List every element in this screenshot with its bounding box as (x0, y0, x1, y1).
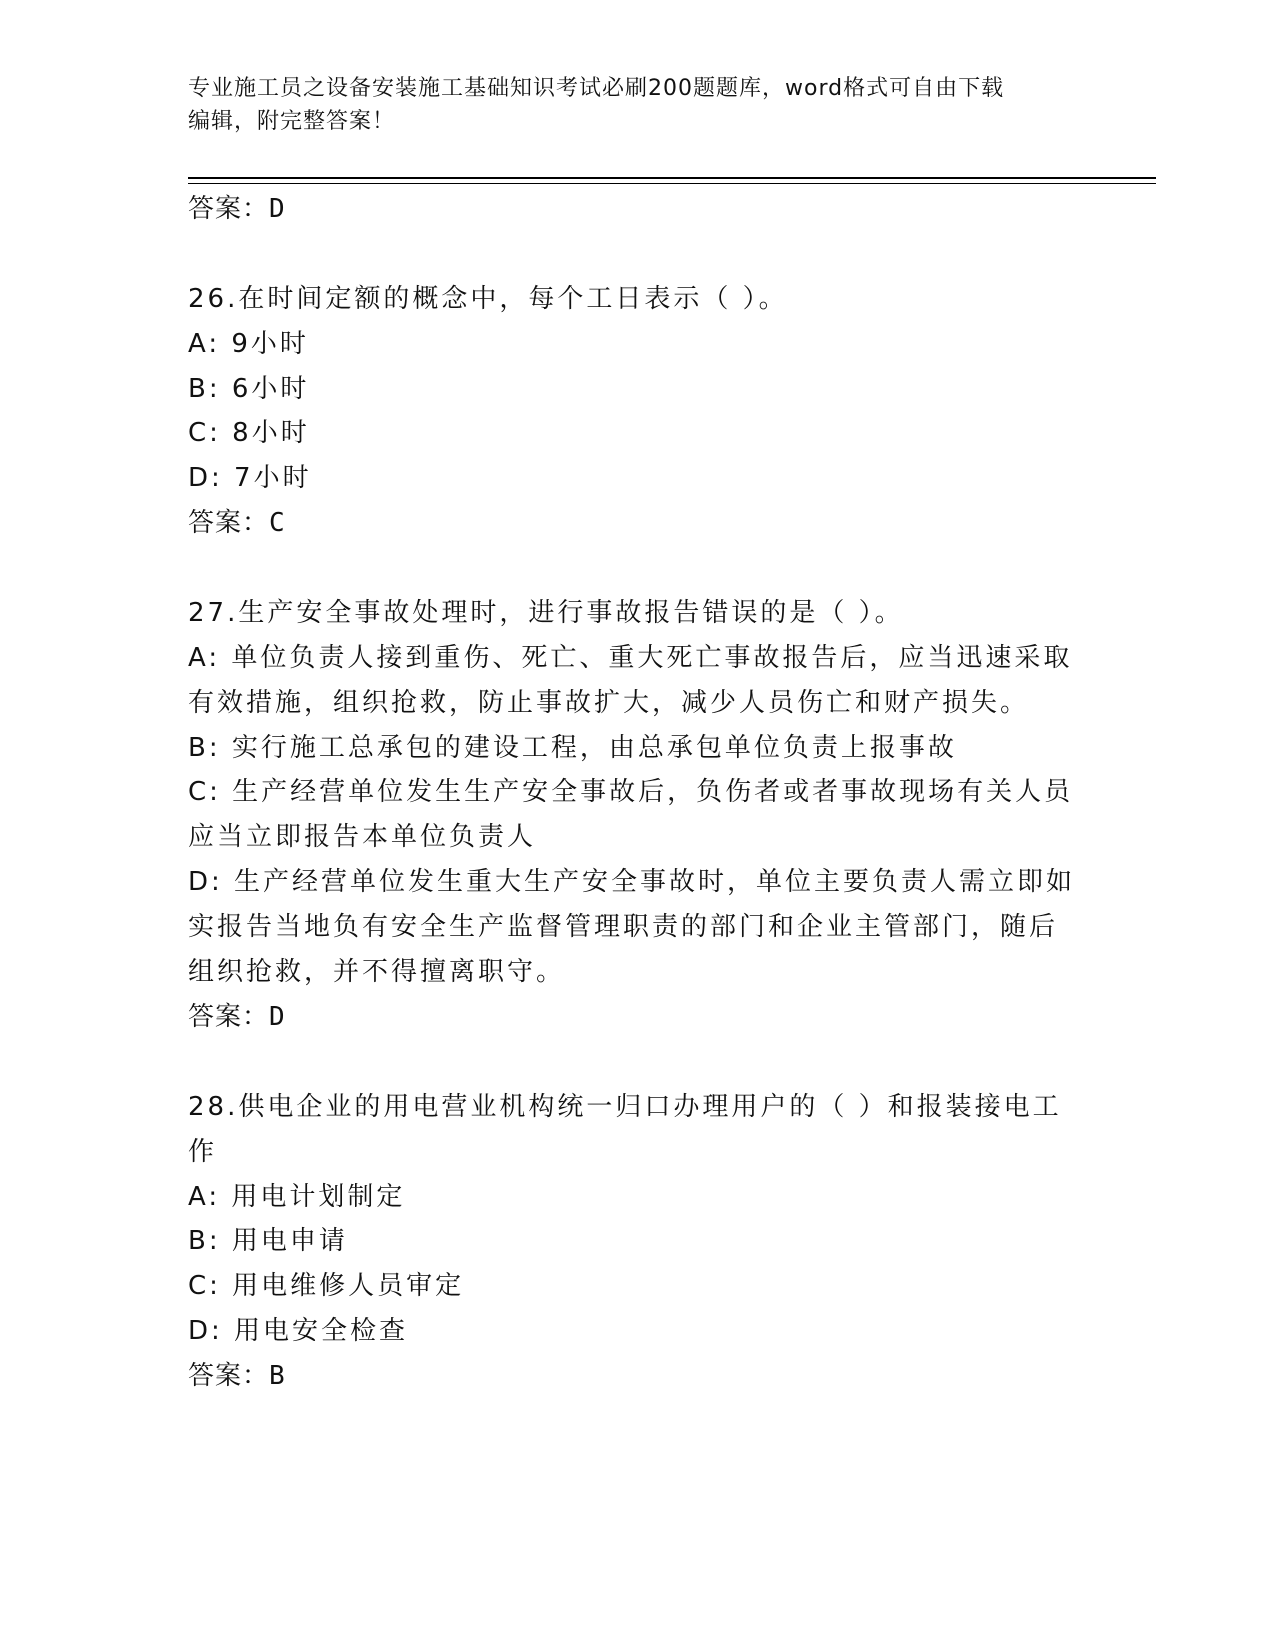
answer-letter: B (269, 1361, 286, 1391)
question-27-option-d-line-1: D: 生产经营单位发生重大生产安全事故时，单位主要负责人需立即如 (188, 867, 1076, 897)
question-26-option-b: B: 6小时 (188, 374, 310, 404)
answer-letter: D (269, 1002, 286, 1032)
question-27-option-d-line-3: 组织抢救，并不得擅离职守。 (188, 957, 566, 987)
answer-letter: D (269, 194, 286, 224)
header-divider-thick (188, 177, 1156, 179)
question-27-answer (188, 1000, 286, 1034)
question-27-option-c-line-1: C: 生产经营单位发生生产安全事故后，负伤者或者事故现场有关人员 (188, 777, 1074, 807)
question-27-option-a-line-1: A: 单位负责人接到重伤、死亡、重大死亡事故报告后，应当迅速采取 (188, 643, 1073, 673)
question-28-stem-line-1: 28.供电企业的用电营业机构统一归口办理用户的（ ）和报装接电工 (188, 1092, 1062, 1122)
prev-answer (188, 192, 286, 226)
question-28-answer (188, 1359, 286, 1393)
question-28-option-b: B: 用电申请 (188, 1226, 348, 1256)
question-27-option-b: B: 实行施工总承包的建设工程，由总承包单位负责上报事故 (188, 733, 957, 763)
header-line-1: 专业施工员之设备安装施工基础知识考试必刷200题题库，word格式可自由下载 (188, 76, 1005, 101)
question-27-option-d-line-2: 实报告当地负有安全生产监督管理职责的部门和企业主管部门，随后 (188, 912, 1059, 942)
question-27-stem: 27.生产安全事故处理时，进行事故报告错误的是（ ）。 (188, 598, 904, 628)
header-line-2: 编辑，附完整答案！ (188, 109, 396, 134)
question-28-option-a: A: 用电计划制定 (188, 1182, 406, 1212)
header-divider-thin (188, 183, 1156, 184)
answer-label: 答案： (188, 1002, 270, 1032)
question-27-option-c-line-2: 应当立即报告本单位负责人 (188, 822, 537, 852)
question-26-option-d: D: 7小时 (188, 463, 312, 493)
question-28-option-d: D: 用电安全检查 (188, 1316, 409, 1346)
question-26-stem: 26.在时间定额的概念中，每个工日表示（ ）。 (188, 284, 788, 314)
question-26-option-a: A: 9小时 (188, 329, 309, 359)
answer-letter: C (269, 508, 286, 538)
answer-label: 答案： (188, 508, 270, 538)
answer-label: 答案： (188, 194, 270, 224)
question-27-option-a-line-2: 有效措施，组织抢救，防止事故扩大，减少人员伤亡和财产损失。 (188, 688, 1030, 718)
question-26-answer (188, 506, 286, 540)
answer-label: 答案： (188, 1361, 270, 1391)
question-28-option-c: C: 用电维修人员审定 (188, 1271, 465, 1301)
question-26-option-c: C: 8小时 (188, 418, 310, 448)
document-header (188, 72, 1088, 138)
question-28-stem-line-2: 作 (188, 1137, 218, 1167)
